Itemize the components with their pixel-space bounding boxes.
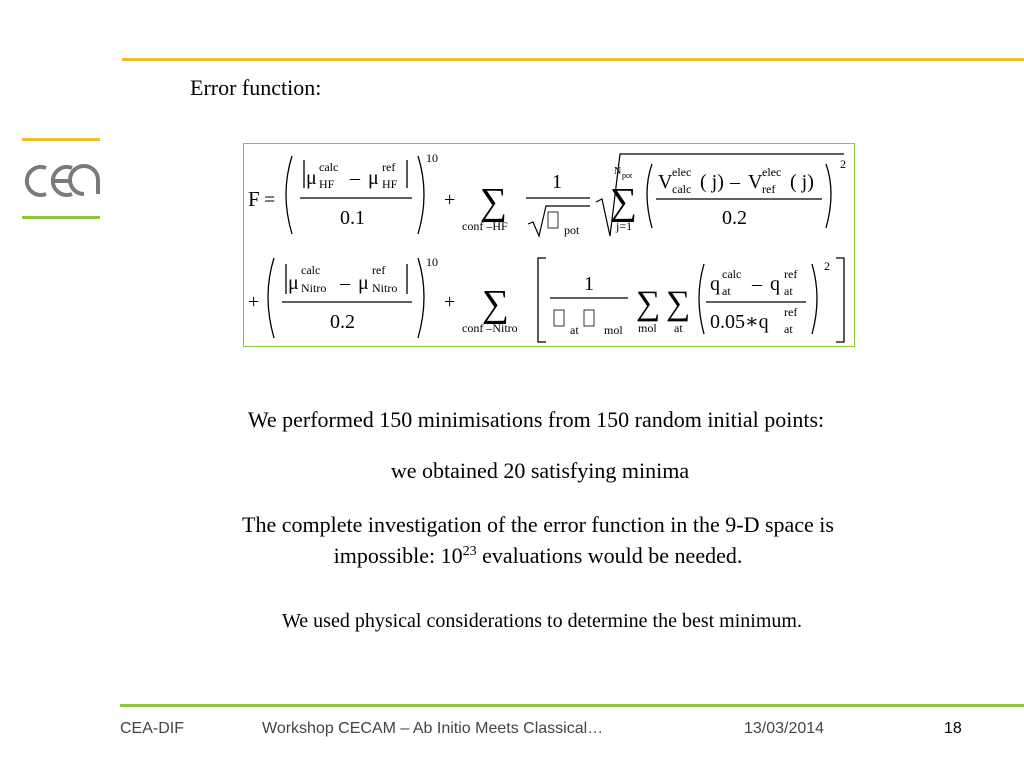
svg-text:q: q — [770, 273, 780, 295]
logo-top-bar — [22, 138, 100, 141]
svg-text:10: 10 — [426, 255, 438, 269]
svg-text:HF: HF — [382, 177, 398, 191]
cea-logo-icon — [18, 156, 104, 206]
svg-text:j=1: j=1 — [616, 219, 633, 233]
svg-text:elec: elec — [762, 165, 782, 179]
svg-text:∑: ∑ — [636, 285, 661, 322]
svg-text:pot: pot — [622, 171, 633, 180]
cea-logo — [18, 138, 104, 224]
sum-conf-hf: ∑ — [480, 181, 508, 223]
svg-text:∑: ∑ — [610, 181, 638, 223]
svg-text:at: at — [784, 284, 793, 298]
svg-text:q: q — [710, 273, 720, 295]
mu-calc-hf: μ — [306, 167, 317, 189]
den-0-2-v: 0.2 — [722, 207, 747, 229]
svg-text:at: at — [722, 284, 731, 298]
footer-org: CEA-DIF — [120, 720, 184, 737]
footer-date: 13/03/2014 — [744, 720, 825, 737]
svg-text:at: at — [784, 322, 793, 336]
svg-text:( j): ( j) — [700, 171, 724, 193]
f-symbol: F — [248, 187, 260, 211]
svg-text:2: 2 — [824, 259, 830, 273]
top-rule — [122, 58, 1024, 61]
text-physical-considerations: We used physical considerations to determine the best minimum. — [282, 610, 802, 632]
heading: Error function: — [190, 75, 322, 100]
svg-text:+: + — [444, 189, 456, 211]
footer-title: Workshop CECAM – Ab Initio Meets Classical… — [262, 720, 604, 737]
den-0-2-nitro: 0.2 — [330, 311, 355, 333]
svg-text:calc: calc — [301, 263, 321, 277]
svg-text:ref: ref — [784, 305, 798, 319]
svg-text:ref: ref — [372, 263, 386, 277]
svg-text:–: – — [350, 167, 360, 189]
svg-text:calc: calc — [722, 267, 742, 281]
svg-text:+: + — [444, 291, 456, 313]
mu-calc-nitro: μ — [288, 272, 299, 294]
svg-text:at: at — [570, 323, 579, 337]
page-number: 18 — [944, 720, 962, 737]
svg-text:μ: μ — [368, 167, 379, 189]
svg-text:V: V — [658, 171, 673, 193]
svg-text:μ: μ — [358, 272, 369, 294]
svg-text:elec: elec — [672, 165, 692, 179]
svg-text:0.05∗q: 0.05∗q — [710, 311, 769, 333]
text-minimisations: We performed 150 minimisations from 150 random initial points: — [247, 407, 825, 432]
den-0-1: 0.1 — [340, 207, 365, 229]
logo-bottom-bar — [22, 216, 100, 219]
sum-conf-nitro: ∑ — [482, 283, 510, 325]
svg-text:1: 1 — [584, 273, 594, 295]
svg-text:Nitro: Nitro — [372, 281, 398, 295]
svg-text:conf –Nitro: conf –Nitro — [462, 321, 518, 335]
svg-text:pot: pot — [564, 223, 580, 237]
svg-text:HF: HF — [319, 177, 335, 191]
svg-text:+: + — [248, 291, 260, 313]
text-minima: we obtained 20 satisfying minima — [390, 458, 690, 483]
svg-text:V: V — [748, 171, 763, 193]
svg-text:( j): ( j) — [790, 171, 814, 193]
svg-text:conf –HF: conf –HF — [462, 219, 508, 233]
svg-text:ref: ref — [784, 267, 798, 281]
svg-text:Nitro: Nitro — [301, 281, 327, 295]
error-function-formula — [243, 143, 855, 347]
svg-text:calc: calc — [319, 160, 339, 174]
svg-text:mol: mol — [638, 321, 657, 335]
svg-text:–: – — [752, 273, 762, 295]
svg-text:1: 1 — [552, 171, 562, 193]
svg-text:–: – — [730, 171, 740, 193]
svg-text:ref: ref — [382, 160, 396, 174]
svg-text:–: – — [340, 272, 350, 294]
formula-svg — [244, 144, 856, 348]
svg-text:mol: mol — [604, 323, 623, 337]
bottom-rule — [120, 704, 1024, 707]
svg-text:at: at — [674, 321, 683, 335]
svg-text:ref: ref — [762, 182, 776, 196]
svg-text:10: 10 — [426, 151, 438, 165]
equals-sign: = — [264, 189, 276, 211]
svg-text:∑: ∑ — [666, 285, 691, 322]
svg-text:N: N — [614, 166, 622, 177]
svg-text:2: 2 — [840, 157, 846, 171]
text-investigation: The complete investigation of the error function in the 9-D space is impossible: $10^{23}$ evaluations would be needed. — [242, 512, 834, 568]
svg-text:calc: calc — [672, 182, 692, 196]
